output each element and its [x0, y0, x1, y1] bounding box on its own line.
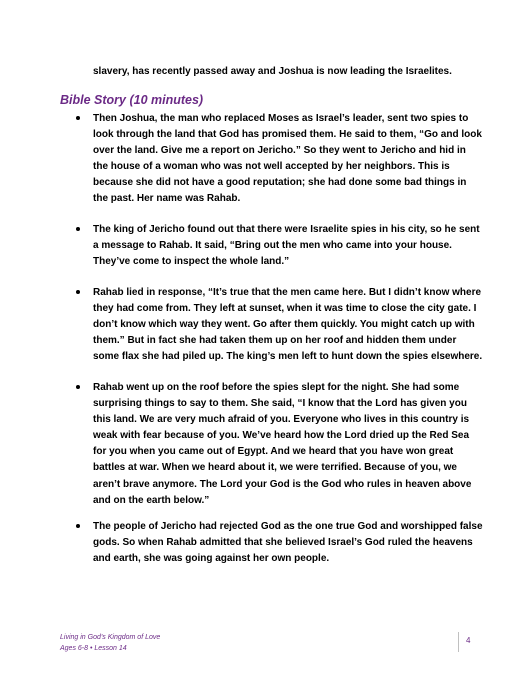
intro-paragraph: slavery, has recently passed away and Joshua is now leading the Israelites. — [93, 66, 452, 77]
list-item — [93, 222, 483, 270]
list-item — [93, 111, 483, 208]
bullet-dot-icon — [76, 385, 80, 389]
list-item — [93, 285, 483, 365]
bullet-dot-icon — [76, 116, 80, 120]
footer-title: Living in God’s Kingdom of Love — [60, 634, 161, 641]
bullet-dot-icon — [76, 524, 80, 528]
page-footer — [60, 632, 160, 654]
list-item — [93, 519, 483, 567]
list-item-text: The people of Jericho had rejected God as the one true God and worshipped false gods. So when Rahab admitted that she believed Israel’s God ruled the heavens and earth, she was going against her own people. — [93, 521, 483, 565]
footer-divider — [458, 632, 459, 652]
list-item — [93, 380, 483, 509]
section-heading: Bible Story (10 minutes) — [60, 93, 204, 107]
footer-subtitle: Ages 6-8 • Lesson 14 — [60, 645, 127, 652]
bullet-dot-icon — [76, 290, 80, 294]
list-item-text: Rahab went up on the roof before the spies slept for the night. She had some surprising things to say to them. She said, “I know that the Lord has given you this land. We are very much afraid of you. Everyone who lives in this country is weak with fear because of you. We’ve heard how the Lord dried up the Red Sea for you when you came out of Egypt. And we heard that you have won great battles at war. When we heard about it, we were terrified. Because of you, we aren’t brave anymore. The Lord your God is the God who rules in heaven above and on the earth below.” — [93, 382, 472, 506]
bullet-dot-icon — [76, 227, 80, 231]
page-number: 4 — [466, 636, 471, 645]
list-item-text: Then Joshua, the man who replaced Moses as Israel’s leader, sent two spies to look through the land that God has promised them. He said to them, “Go and look over the land. Give me a report on Jericho.” So they went to Jericho and hid in the house of a woman who was not well accepted by her neighbors. This is because she did not have a good reputation; she had done some bad things in the past. Her name was Rahab. — [93, 113, 482, 205]
list-item-text: Rahab lied in response, “It’s true that the men came here. But I didn’t know where they had come from. They left at sunset, when it was time to close the city gate. I don’t know which way they went. Go after them quickly. You might catch up with them.” But in fact she had taken them up on her roof and hidden them under some flax she had piled up. The king’s men left to hunt down the spies elsewhere. — [93, 287, 483, 363]
list-item-text: The king of Jericho found out that there were Israelite spies in his city, so he sent a message to Rahab. It said, “Bring out the men who came into your house. They’ve come to inspect the whole land.” — [93, 224, 480, 268]
